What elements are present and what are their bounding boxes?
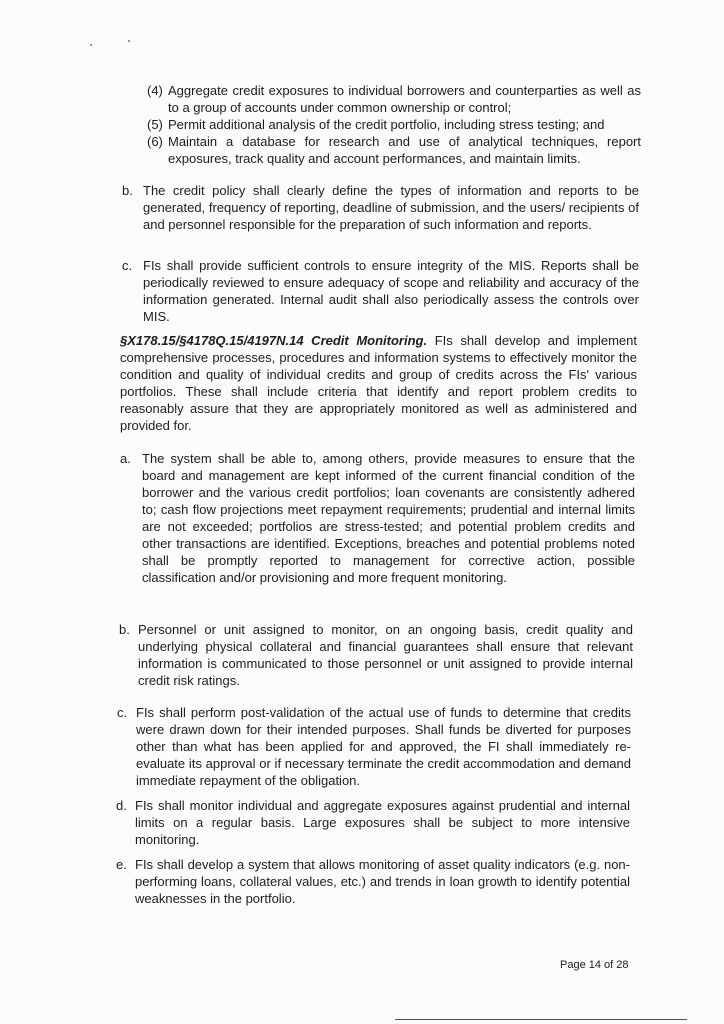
monitoring-item-e xyxy=(116,856,630,907)
list-item-b xyxy=(122,182,639,233)
sub-item-text: Permit additional analysis of the credit portfolio, including stress testing; and xyxy=(168,117,605,132)
sub-item-text: Maintain a database for research and use of analytical techniques, report exposures, track quality and account performances, and maintain limits. xyxy=(168,134,641,166)
item-text: The credit policy shall clearly define the types of information and reports to be generated, frequency of reporting, deadline of submission, and the users/ recipients of and personnel responsible for the preparation of such information and reports. xyxy=(143,183,639,232)
sub-item-4 xyxy=(147,82,641,116)
sub-item-number: (4) xyxy=(147,83,163,98)
item-letter: d. xyxy=(116,798,127,813)
credit-monitoring-section xyxy=(120,332,637,434)
item-text: FIs shall perform post-validation of the actual use of funds to determine that credits were drawn down for their intended purposes. Shall funds be diverted for purposes other than what has been applied for and approved, the FI shall immediately re-evaluate its approval or if necessary terminate the credit accommodation and demand immediate repayment of the obligation. xyxy=(136,705,631,788)
sub-item-number: (6) xyxy=(147,134,163,149)
item-letter: c. xyxy=(117,705,128,720)
sub-list xyxy=(147,82,641,167)
item-letter: c. xyxy=(122,258,133,273)
item-text: The system shall be able to, among others, provide measures to ensure that the board and management are kept informed of the current financial condition of the borrower and the various credit portfolios; loan covenants are consistently adhered to; cash flow projections meet repayment requirements; prudential and internal limits are not exceeded; portfolios are stress-tested; and potential problem credits and other transactions are identified. Exceptions, breaches and potential problems noted shall be promptly reported to management for corrective action, possible classification and/or provisioning and more frequent monitoring. xyxy=(142,451,635,585)
monitoring-item-c xyxy=(117,704,631,789)
item-letter: e. xyxy=(116,857,127,872)
item-letter: b. xyxy=(119,622,130,637)
item-text: FIs shall provide sufficient controls to ensure integrity of the MIS. Reports shall be periodically reviewed to ensure adequacy of scope and reliability and accuracy of the information generated. Internal audit shall also periodically assess the controls over MIS. xyxy=(143,258,639,324)
item-text: FIs shall develop a system that allows monitoring of asset quality indicators (e.g. non-performing loans, collateral values, etc.) and trends in loan growth to identify potential weaknesses in the portfolio. xyxy=(135,857,630,906)
section-heading: §X178.15/§4178Q.15/4197N.14 Credit Monitoring. xyxy=(120,333,428,348)
list-item-c xyxy=(122,257,639,325)
sub-item-5 xyxy=(147,116,641,133)
footer-rule xyxy=(395,1019,687,1020)
sub-item-number: (5) xyxy=(147,117,163,132)
section-intro: FIs shall develop and implement comprehensive processes, procedures and information systems to effectively monitor the condition and quality of individual credits and group of credits across the FIs' various portfolios. These shall include criteria that identify and report problem credits to reasonably assure that they are appropriately monitored as well as administered and provided for. xyxy=(120,333,638,433)
item-letter: b. xyxy=(122,183,133,198)
monitoring-item-b xyxy=(119,621,633,689)
item-letter: a. xyxy=(120,451,131,466)
item-text: FIs shall monitor individual and aggregate exposures against prudential and internal limits on a regular basis. Large exposures shall be subject to more intensive monitoring. xyxy=(135,798,630,847)
monitoring-item-a xyxy=(120,450,635,586)
sub-item-6 xyxy=(147,133,641,167)
page-number: Page 14 of 28 xyxy=(560,959,629,971)
sub-item-text: Aggregate credit exposures to individual borrowers and counterparties as well as to a group of accounts under common ownership or control; xyxy=(168,83,641,115)
item-text: Personnel or unit assigned to monitor, on an ongoing basis, credit quality and underlying physical collateral and financial guarantees shall ensure that relevant information is communicated to those personnel or unit assigned to provide internal credit risk ratings. xyxy=(138,622,633,688)
monitoring-item-d xyxy=(116,797,630,848)
